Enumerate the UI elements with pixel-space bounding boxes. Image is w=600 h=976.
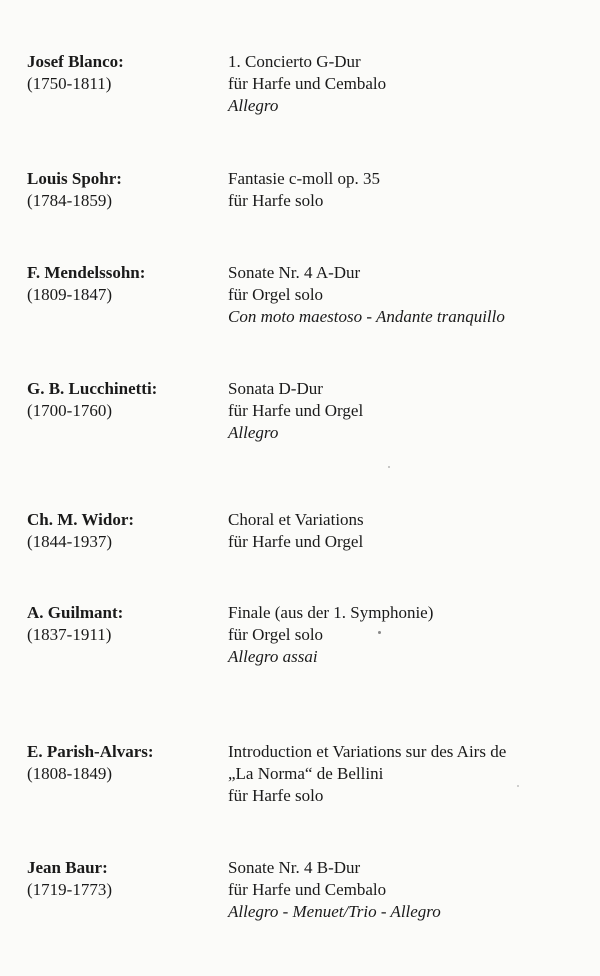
work-tempo: Con moto maestoso - Andante tranquillo xyxy=(228,307,505,326)
work-instrumentation: für Harfe solo xyxy=(228,191,324,210)
paper-speck xyxy=(388,466,390,468)
composer-dates: (1809-1847) xyxy=(27,285,112,304)
work-instrumentation: für Harfe und Orgel xyxy=(228,532,364,551)
work-title: Choral et Variations xyxy=(228,510,364,529)
composer-name: A. Guilmant: xyxy=(27,603,124,622)
composer-dates: (1750-1811) xyxy=(27,74,112,93)
work-instrumentation: für Harfe und Orgel xyxy=(228,401,364,420)
work-instrumentation: für Orgel solo xyxy=(228,285,324,304)
work-title: 1. Concierto G-Dur xyxy=(228,52,361,71)
work-instrumentation: für Harfe und Cembalo xyxy=(228,74,387,93)
composer-dates: (1719-1773) xyxy=(27,880,112,899)
composer-dates: (1844-1937) xyxy=(27,532,112,551)
work-tempo: Allegro xyxy=(228,96,279,115)
work-column xyxy=(228,602,598,668)
composer-dates: (1700-1760) xyxy=(27,401,112,420)
work-instrumentation: für Harfe solo xyxy=(228,786,324,805)
composer-dates: (1784-1859) xyxy=(27,191,112,210)
work-column xyxy=(228,262,598,328)
composer-column xyxy=(27,378,217,422)
composer-column xyxy=(27,262,217,306)
composer-column xyxy=(27,602,217,646)
composer-column xyxy=(27,509,217,553)
work-column xyxy=(228,857,598,923)
composer-name: Ch. M. Widor: xyxy=(27,510,135,529)
composer-column xyxy=(27,51,217,95)
composer-name: E. Parish-Alvars: xyxy=(27,742,154,761)
work-tempo: Allegro xyxy=(228,423,279,442)
composer-name: F. Mendelssohn: xyxy=(27,263,146,282)
work-title: Fantasie c-moll op. 35 xyxy=(228,169,381,188)
work-title: Sonate Nr. 4 A-Dur xyxy=(228,263,361,282)
work-column xyxy=(228,378,598,444)
work-column xyxy=(228,51,598,117)
work-tempo: Allegro assai xyxy=(228,647,318,666)
work-title: Introduction et Variations sur des Airs de xyxy=(228,742,507,761)
work-instrumentation: für Harfe und Cembalo xyxy=(228,880,387,899)
composer-name: Jean Baur: xyxy=(27,858,108,877)
work-title: Sonata D-Dur xyxy=(228,379,323,398)
work-title: Finale (aus der 1. Symphonie) xyxy=(228,603,434,622)
work-column xyxy=(228,741,598,807)
composer-dates: (1837-1911) xyxy=(27,625,112,644)
composer-column xyxy=(27,741,217,785)
composer-dates: (1808-1849) xyxy=(27,764,112,783)
work-title: Sonate Nr. 4 B-Dur xyxy=(228,858,361,877)
work-column xyxy=(228,168,598,212)
composer-name: Josef Blanco: xyxy=(27,52,124,71)
work-title-continued: „La Norma“ de Bellini xyxy=(228,764,384,783)
composer-column xyxy=(27,857,217,901)
composer-name: Louis Spohr: xyxy=(27,169,122,188)
composer-column xyxy=(27,168,217,212)
composer-name: G. B. Lucchinetti: xyxy=(27,379,158,398)
paper-speck xyxy=(517,785,519,787)
work-tempo: Allegro - Menuet/Trio - Allegro xyxy=(228,902,441,921)
work-column xyxy=(228,509,598,553)
work-instrumentation: für Orgel solo xyxy=(228,625,324,644)
paper-speck xyxy=(378,631,381,634)
